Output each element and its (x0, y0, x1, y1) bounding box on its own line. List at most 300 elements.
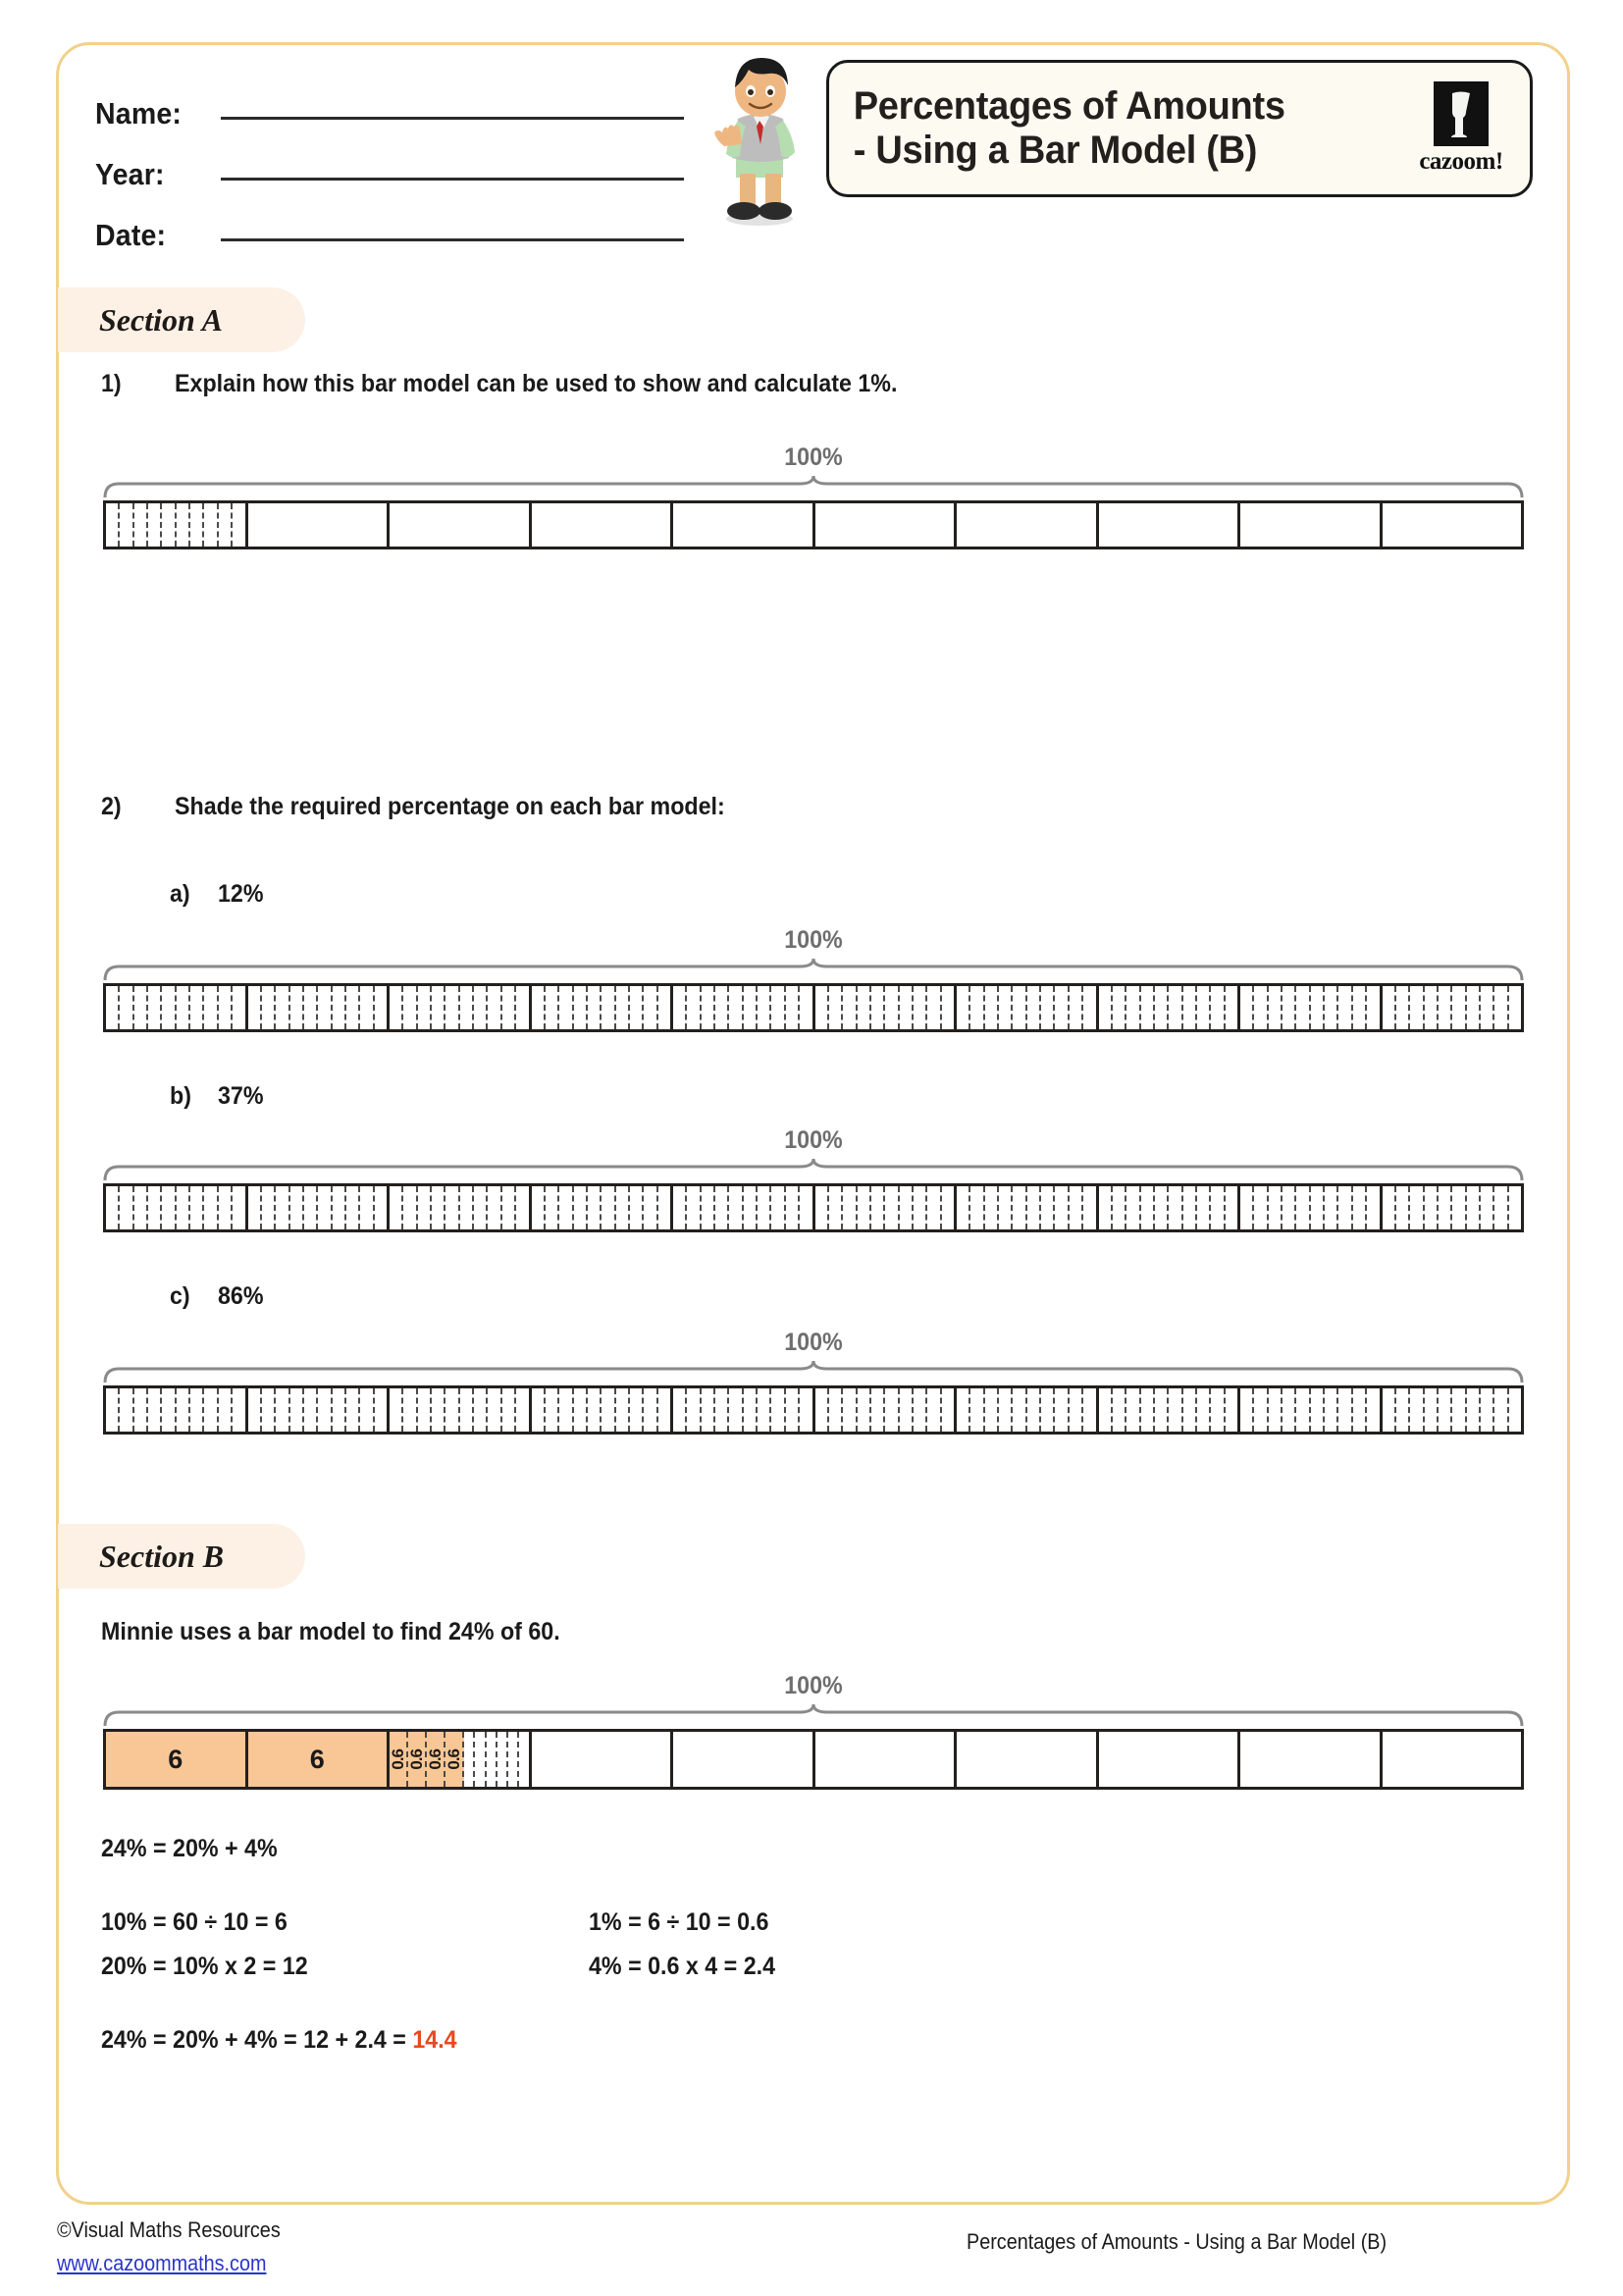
bar-subcell[interactable] (1113, 1186, 1126, 1229)
bar-subcell[interactable] (858, 1186, 871, 1229)
bar-subcell[interactable] (1410, 1186, 1424, 1229)
bar-subcell[interactable] (418, 1186, 432, 1229)
bar-subcell[interactable] (644, 1388, 657, 1432)
bar-subcell-shaded[interactable] (390, 1732, 408, 1787)
bar-cell[interactable] (248, 986, 391, 1029)
bar-subcell[interactable] (390, 986, 403, 1029)
bar-subcell[interactable] (1481, 986, 1494, 1029)
bar-subcell[interactable] (120, 1186, 133, 1229)
bar-subcell[interactable] (106, 503, 120, 547)
bar-subcell[interactable] (190, 1388, 204, 1432)
bar-subcell[interactable] (658, 1186, 670, 1229)
bar-subcell[interactable] (1183, 1388, 1197, 1432)
bar-subcell[interactable] (658, 986, 670, 1029)
bar-cell[interactable] (1099, 986, 1241, 1029)
bar-subcell[interactable] (516, 1388, 528, 1432)
bar-cell[interactable] (957, 503, 1099, 547)
bar-subcell[interactable] (1254, 1388, 1268, 1432)
bar-subcell[interactable] (177, 1186, 190, 1229)
bar-subcell[interactable] (1325, 1388, 1338, 1432)
bar-subcell[interactable] (1013, 986, 1026, 1029)
bar-subcell[interactable] (885, 986, 899, 1029)
bar-subcell[interactable] (985, 986, 999, 1029)
bar-model-section-b[interactable] (103, 1672, 1524, 1790)
bar-subcell[interactable] (1425, 1388, 1439, 1432)
bar-subcell[interactable] (474, 1186, 488, 1229)
bar-subcell[interactable] (497, 1732, 508, 1787)
bar-subcell[interactable] (673, 986, 687, 1029)
bar-subcell[interactable] (1494, 1186, 1508, 1229)
bar-subcell[interactable] (532, 1388, 546, 1432)
bar-subcell[interactable] (1126, 1388, 1140, 1432)
name-input-line[interactable] (221, 117, 684, 120)
bar-subcell[interactable] (985, 1186, 999, 1229)
bar-subcell[interactable] (1141, 986, 1155, 1029)
bar-subcell[interactable] (219, 503, 233, 547)
bar-subcell[interactable] (914, 1388, 927, 1432)
bar-subcell[interactable] (516, 986, 528, 1029)
bar-subcell[interactable] (233, 1388, 244, 1432)
bar-subcell[interactable] (588, 1388, 602, 1432)
bar-subcell[interactable] (516, 1186, 528, 1229)
bar-subcell[interactable] (1070, 986, 1083, 1029)
bar-subcell[interactable] (262, 1186, 276, 1229)
bar-subcell[interactable] (1041, 986, 1055, 1029)
bar-subcell[interactable] (1396, 1388, 1410, 1432)
bar-cell[interactable] (1383, 503, 1522, 547)
bar-subcell[interactable] (1013, 1186, 1026, 1229)
bar-subcell[interactable] (1169, 1388, 1182, 1432)
bar-subcell[interactable] (829, 1186, 843, 1229)
bar-subcell[interactable] (927, 986, 941, 1029)
bar-cell[interactable] (673, 1388, 815, 1432)
bar-subcell[interactable] (1083, 986, 1095, 1029)
bar-subcell-shaded[interactable] (427, 1732, 445, 1787)
bar-subcell[interactable] (233, 986, 244, 1029)
bar-subcell[interactable] (1240, 1388, 1254, 1432)
bar-subcell[interactable] (460, 986, 474, 1029)
bar-subcell[interactable] (758, 1388, 771, 1432)
bar-subcell[interactable] (390, 1388, 403, 1432)
bar-subcell[interactable] (858, 1388, 871, 1432)
bar-subcell[interactable] (162, 503, 176, 547)
bar-subcell[interactable] (1269, 1388, 1283, 1432)
bar-subcell[interactable] (900, 1186, 914, 1229)
bar-subcell[interactable] (233, 503, 244, 547)
bar-subcell[interactable] (616, 986, 630, 1029)
bar-cell[interactable] (1099, 503, 1241, 547)
bar-subcell[interactable] (360, 986, 374, 1029)
bar-subcell[interactable] (559, 1186, 573, 1229)
bar-subcell[interactable] (900, 1388, 914, 1432)
bar-subcell[interactable] (432, 1186, 445, 1229)
bar-subcell[interactable] (702, 986, 715, 1029)
bar-cell[interactable] (390, 1186, 532, 1229)
bar-subcell[interactable] (1467, 986, 1481, 1029)
bar-subcell[interactable] (1425, 1186, 1439, 1229)
bar-cell[interactable] (673, 1732, 815, 1787)
bar-cell[interactable] (532, 986, 674, 1029)
bar-cell[interactable] (1099, 1186, 1241, 1229)
bar-q2c[interactable] (103, 1385, 1524, 1435)
bar-subcell[interactable] (1126, 986, 1140, 1029)
bar-subcell[interactable] (985, 1388, 999, 1432)
bar-subcell[interactable] (1083, 1186, 1095, 1229)
bar-subcell[interactable] (574, 1388, 588, 1432)
bar-subcell[interactable] (1311, 1388, 1325, 1432)
bar-subcell[interactable] (1494, 986, 1508, 1029)
bar-subcell[interactable] (1338, 1186, 1352, 1229)
bar-subcell[interactable] (177, 1388, 190, 1432)
bar-subcell[interactable] (304, 1186, 318, 1229)
bar-subcell[interactable] (744, 1388, 758, 1432)
bar-subcell[interactable] (927, 1186, 941, 1229)
bar-subcell[interactable] (375, 1186, 387, 1229)
bar-subcell-shaded[interactable] (408, 1732, 427, 1787)
bar-subcell[interactable] (177, 503, 190, 547)
bar-subcell[interactable] (488, 1388, 501, 1432)
bar-subcell[interactable] (488, 1186, 501, 1229)
bar-subcell[interactable] (574, 1186, 588, 1229)
bar-subcell[interactable] (290, 986, 304, 1029)
bar-subcell[interactable] (1296, 986, 1310, 1029)
bar-subcell[interactable] (1211, 986, 1225, 1029)
bar-subcell[interactable] (715, 1186, 729, 1229)
bar-subcell[interactable] (1083, 1388, 1095, 1432)
bar-subcell[interactable] (630, 1388, 644, 1432)
bar-subcell[interactable] (1126, 1186, 1140, 1229)
bar-cell[interactable] (815, 503, 958, 547)
bar-subcell[interactable] (1325, 986, 1338, 1029)
bar-subcell[interactable] (248, 986, 262, 1029)
bar-subcell[interactable] (1338, 1388, 1352, 1432)
bar-subcell[interactable] (1367, 1388, 1379, 1432)
bar-subcell[interactable] (744, 1186, 758, 1229)
bar-subcell[interactable] (1226, 986, 1237, 1029)
bar-cell[interactable] (1099, 1388, 1241, 1432)
bar-subcell[interactable] (346, 1388, 360, 1432)
bar-subcell[interactable] (999, 1388, 1013, 1432)
bar-cell[interactable] (106, 1388, 248, 1432)
bar-cell[interactable] (1383, 1732, 1522, 1787)
bar-subcell[interactable] (1383, 986, 1396, 1029)
bar-subcell[interactable] (942, 1388, 954, 1432)
bar-q1[interactable] (103, 500, 1524, 549)
bar-subcell[interactable] (502, 986, 516, 1029)
bar-cell[interactable] (390, 1388, 532, 1432)
bar-cell[interactable] (390, 986, 532, 1029)
bar-subcell[interactable] (1254, 1186, 1268, 1229)
bar-subcell[interactable] (885, 1186, 899, 1229)
bar-subcell[interactable] (800, 1388, 812, 1432)
bar-subcell[interactable] (262, 1388, 276, 1432)
bar-subcell[interactable] (1226, 1388, 1237, 1432)
bar-subcell[interactable] (1254, 986, 1268, 1029)
bar-subcell[interactable] (1041, 1388, 1055, 1432)
bar-cell[interactable] (957, 1732, 1099, 1787)
bar-subcell[interactable] (970, 986, 984, 1029)
bar-subcell[interactable] (290, 1186, 304, 1229)
bar-subcell[interactable] (1509, 1388, 1521, 1432)
bar-subcell[interactable] (927, 1388, 941, 1432)
bar-cell[interactable] (1240, 986, 1383, 1029)
bar-subcell[interactable] (1410, 1388, 1424, 1432)
bar-subcell[interactable] (1141, 1186, 1155, 1229)
bar-subcell[interactable] (1410, 986, 1424, 1029)
bar-cell[interactable] (957, 1388, 1099, 1432)
bar-cell[interactable] (673, 986, 815, 1029)
bar-subcell[interactable] (390, 1186, 403, 1229)
bar-subcell[interactable] (1283, 986, 1296, 1029)
bar-subcell[interactable] (1439, 1186, 1452, 1229)
bar-subcell[interactable] (1155, 986, 1169, 1029)
bar-subcell[interactable] (658, 1388, 670, 1432)
bar-subcell[interactable] (702, 1186, 715, 1229)
bar-subcell[interactable] (177, 986, 190, 1029)
bar-subcell[interactable] (673, 1388, 687, 1432)
bar-cell[interactable] (106, 986, 248, 1029)
bar-subcell[interactable] (106, 986, 120, 1029)
bar-subcell[interactable] (460, 1186, 474, 1229)
bar-subcell[interactable] (1311, 986, 1325, 1029)
bar-subcell[interactable] (432, 986, 445, 1029)
bar-cell[interactable] (1240, 1186, 1383, 1229)
bar-subcell[interactable] (403, 1186, 417, 1229)
bar-cell[interactable] (390, 503, 532, 547)
bar-cell-shaded[interactable] (106, 1732, 248, 1787)
bar-subcell[interactable] (1353, 986, 1367, 1029)
bar-subcell[interactable] (162, 1388, 176, 1432)
bar-subcell[interactable] (445, 986, 459, 1029)
bar-subcell[interactable] (885, 1388, 899, 1432)
bar-subcell[interactable] (815, 986, 829, 1029)
bar-subcell[interactable] (1113, 986, 1126, 1029)
bar-subcell[interactable] (445, 1186, 459, 1229)
bar-subcell[interactable] (204, 986, 218, 1029)
bar-subcell[interactable] (233, 1186, 244, 1229)
bar-subcell[interactable] (1197, 1186, 1211, 1229)
bar-subcell[interactable] (644, 986, 657, 1029)
bar-subcell[interactable] (771, 1388, 785, 1432)
bar-subcell[interactable] (1467, 1388, 1481, 1432)
bar-subcell[interactable] (546, 1186, 559, 1229)
bar-subcell[interactable] (957, 1388, 970, 1432)
bar-cell[interactable] (815, 1388, 958, 1432)
bar-model-q2b[interactable] (103, 1126, 1524, 1232)
bar-subcell[interactable] (333, 1186, 346, 1229)
bar-subcell[interactable] (1383, 1388, 1396, 1432)
bar-subcell[interactable] (602, 1186, 615, 1229)
bar-subcell[interactable] (1226, 1186, 1237, 1229)
bar-subcell[interactable] (318, 1388, 332, 1432)
bar-subcell[interactable] (190, 1186, 204, 1229)
bar-subcell[interactable] (999, 986, 1013, 1029)
bar-subcell[interactable] (134, 986, 148, 1029)
bar-subcell[interactable] (1452, 986, 1466, 1029)
bar-subcell[interactable] (1494, 1388, 1508, 1432)
bar-subcell[interactable] (999, 1186, 1013, 1229)
bar-q2b[interactable] (103, 1183, 1524, 1232)
bar-subcell[interactable] (1367, 1186, 1379, 1229)
bar-subcell[interactable] (1169, 986, 1182, 1029)
bar-subcell[interactable] (1027, 1186, 1041, 1229)
bar-subcell[interactable] (1099, 986, 1113, 1029)
bar-subcell[interactable] (1240, 1186, 1254, 1229)
bar-subcell[interactable] (474, 986, 488, 1029)
bar-subcell[interactable] (1197, 1388, 1211, 1432)
bar-subcell[interactable] (1113, 1388, 1126, 1432)
bar-subcell[interactable] (843, 986, 857, 1029)
bar-subcell[interactable] (1155, 1186, 1169, 1229)
bar-subcell[interactable] (1311, 1186, 1325, 1229)
bar-subcell[interactable] (1183, 1186, 1197, 1229)
bar-subcell[interactable] (190, 986, 204, 1029)
bar-subcell[interactable] (148, 1388, 162, 1432)
bar-subcell[interactable] (403, 1388, 417, 1432)
bar-subcell[interactable] (1509, 1186, 1521, 1229)
bar-subcell[interactable] (1211, 1186, 1225, 1229)
bar-subcell[interactable] (276, 986, 289, 1029)
bar-subcell[interactable] (403, 986, 417, 1029)
bar-subcell[interactable] (276, 1388, 289, 1432)
bar-cell-partial[interactable] (390, 1732, 532, 1787)
bar-subcell[interactable] (715, 1388, 729, 1432)
bar-subcell[interactable] (1338, 986, 1352, 1029)
bar-subcell[interactable] (843, 1388, 857, 1432)
bar-subcell[interactable] (1296, 1186, 1310, 1229)
bar-cell[interactable] (532, 1732, 674, 1787)
bar-subcell[interactable] (758, 1186, 771, 1229)
bar-subcell[interactable] (914, 1186, 927, 1229)
bar-subcell[interactable] (134, 1186, 148, 1229)
bar-subcell[interactable] (488, 986, 501, 1029)
bar-subcell[interactable] (106, 1186, 120, 1229)
bar-subcell[interactable] (1055, 1388, 1069, 1432)
bar-cell-shaded[interactable] (248, 1732, 391, 1787)
bar-subcell[interactable] (1439, 986, 1452, 1029)
bar-subcell[interactable] (602, 1388, 615, 1432)
bar-subcell[interactable] (1367, 986, 1379, 1029)
bar-cell[interactable] (815, 1186, 958, 1229)
bar-subcell[interactable] (1013, 1388, 1026, 1432)
bar-subcell[interactable] (360, 1388, 374, 1432)
bar-cell[interactable] (248, 1186, 391, 1229)
bar-subcell[interactable] (1099, 1388, 1113, 1432)
bar-subcell[interactable] (204, 1186, 218, 1229)
date-field-row[interactable] (95, 189, 684, 250)
bar-cell[interactable] (1240, 1732, 1383, 1787)
bar-cell[interactable] (673, 1186, 815, 1229)
bar-cell[interactable] (673, 503, 815, 547)
bar-subcell[interactable] (460, 1388, 474, 1432)
bar-subcell[interactable] (375, 986, 387, 1029)
bar-subcell[interactable] (1041, 1186, 1055, 1229)
bar-cell[interactable] (248, 1388, 391, 1432)
bar-subcell[interactable] (546, 1388, 559, 1432)
bar-subcell[interactable] (1439, 1388, 1452, 1432)
bar-cell[interactable] (248, 503, 391, 547)
name-field-row[interactable] (95, 68, 684, 129)
bar-subcell[interactable] (219, 1186, 233, 1229)
bar-subcell[interactable] (1353, 1186, 1367, 1229)
bar-subcell[interactable] (687, 1186, 701, 1229)
bar-subcell[interactable] (487, 1732, 497, 1787)
bar-subcell[interactable] (1269, 986, 1283, 1029)
bar-subcell[interactable] (1240, 986, 1254, 1029)
bar-subcell[interactable] (559, 986, 573, 1029)
bar-subcell[interactable] (786, 1388, 800, 1432)
bar-subcell[interactable] (815, 1388, 829, 1432)
bar-subcell[interactable] (532, 1186, 546, 1229)
bar-subcell[interactable] (432, 1388, 445, 1432)
bar-subcell[interactable] (673, 1186, 687, 1229)
bar-subcell[interactable] (574, 986, 588, 1029)
bar-subcell[interactable] (162, 1186, 176, 1229)
bar-subcell[interactable] (248, 1186, 262, 1229)
bar-subcell[interactable] (346, 1186, 360, 1229)
bar-cell[interactable] (1383, 1388, 1522, 1432)
bar-cell[interactable] (957, 986, 1099, 1029)
bar-cell[interactable] (106, 503, 248, 547)
bar-subcell[interactable] (871, 986, 885, 1029)
bar-subcell[interactable] (502, 1388, 516, 1432)
bar-subcell[interactable] (1425, 986, 1439, 1029)
bar-subcell[interactable] (630, 986, 644, 1029)
bar-cell[interactable] (1099, 1732, 1241, 1787)
bar-subcell[interactable] (1325, 1186, 1338, 1229)
bar-subcell[interactable] (532, 986, 546, 1029)
bar-subcell[interactable] (1481, 1186, 1494, 1229)
bar-subcell[interactable] (729, 1388, 743, 1432)
bar-subcell-shaded[interactable] (445, 1732, 464, 1787)
bar-subcell[interactable] (120, 986, 133, 1029)
bar-subcell[interactable] (445, 1388, 459, 1432)
bar-subcell[interactable] (1283, 1388, 1296, 1432)
bar-subcell[interactable] (602, 986, 615, 1029)
bar-cell[interactable] (532, 1186, 674, 1229)
bar-b[interactable] (103, 1729, 1524, 1790)
bar-subcell[interactable] (771, 986, 785, 1029)
bar-cell[interactable] (106, 1186, 248, 1229)
bar-subcell[interactable] (829, 1388, 843, 1432)
bar-subcell[interactable] (219, 1388, 233, 1432)
year-input-line[interactable] (221, 178, 684, 181)
bar-subcell[interactable] (800, 986, 812, 1029)
bar-subcell[interactable] (942, 1186, 954, 1229)
bar-subcell[interactable] (559, 1388, 573, 1432)
bar-cell[interactable] (1383, 1186, 1522, 1229)
bar-subcell[interactable] (914, 986, 927, 1029)
bar-subcell[interactable] (318, 986, 332, 1029)
bar-subcell[interactable] (1396, 1186, 1410, 1229)
bar-subcell[interactable] (508, 1732, 519, 1787)
bar-subcell[interactable] (474, 1388, 488, 1432)
bar-subcell[interactable] (333, 1388, 346, 1432)
bar-subcell[interactable] (304, 986, 318, 1029)
bar-subcell[interactable] (318, 1186, 332, 1229)
bar-subcell[interactable] (843, 1186, 857, 1229)
bar-subcell[interactable] (204, 503, 218, 547)
bar-subcell[interactable] (148, 1186, 162, 1229)
bar-subcell[interactable] (970, 1388, 984, 1432)
bar-subcell[interactable] (1027, 986, 1041, 1029)
bar-subcell[interactable] (815, 1186, 829, 1229)
bar-subcell[interactable] (276, 1186, 289, 1229)
bar-subcell[interactable] (1452, 1186, 1466, 1229)
bar-subcell[interactable] (190, 503, 204, 547)
bar-subcell[interactable] (1197, 986, 1211, 1029)
bar-subcell[interactable] (687, 1388, 701, 1432)
